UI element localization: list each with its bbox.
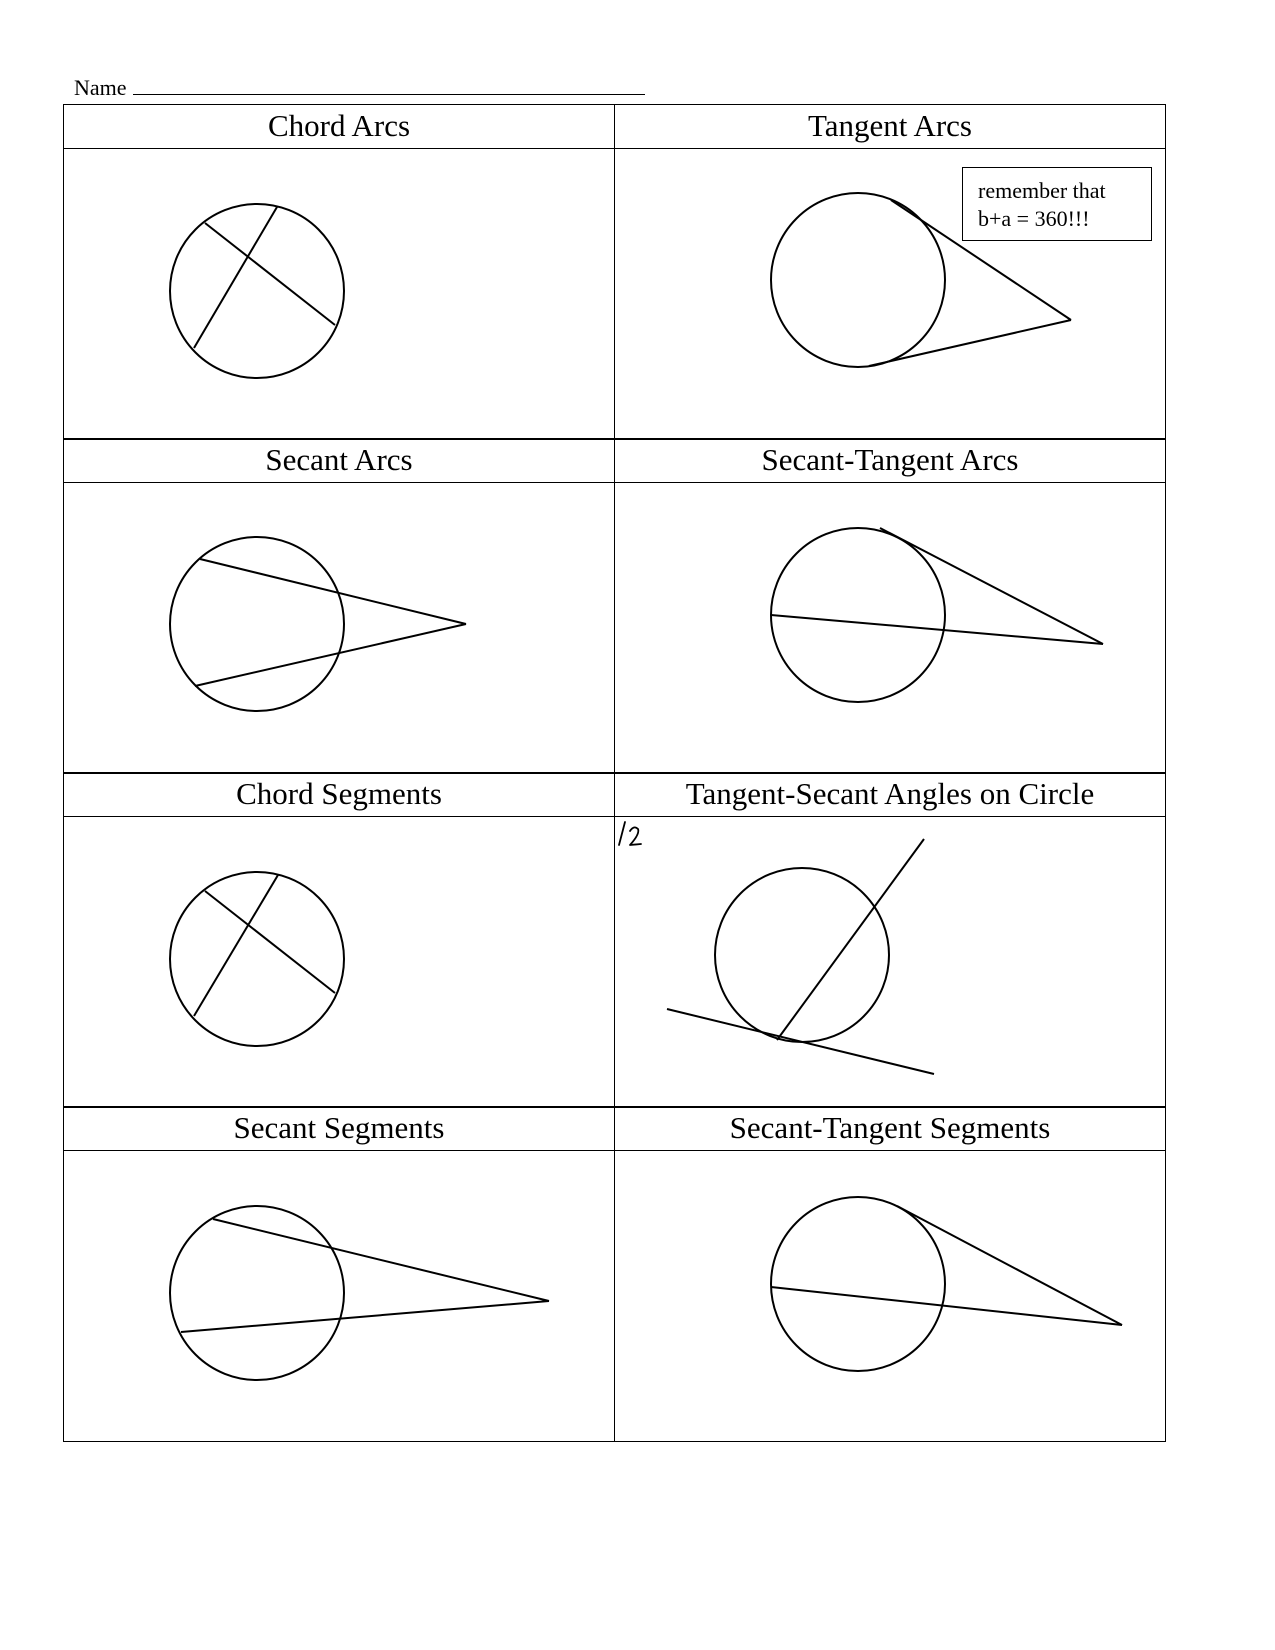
chord-arcs-diagram — [64, 149, 614, 439]
cell-tangent-secant-angles — [614, 772, 1166, 1108]
tangent-secant-angles-diagram — [615, 817, 1165, 1107]
secant-segments-diagram — [64, 1151, 614, 1441]
secant-line — [771, 615, 1103, 644]
cell-title: Chord Arcs — [64, 105, 614, 149]
tangent-line — [897, 1206, 1122, 1325]
cell-drawing-area — [615, 817, 1165, 1107]
note-line: remember that — [978, 178, 1106, 203]
cell-secant-tangent-arcs — [614, 438, 1166, 774]
note-line: b+a = 360!!! — [978, 206, 1090, 231]
chord-line — [205, 223, 335, 325]
cell-drawing-area — [64, 483, 614, 773]
name-field[interactable] — [74, 74, 645, 101]
circle — [170, 1206, 344, 1380]
chord-line — [194, 875, 278, 1016]
circle — [170, 204, 344, 378]
cell-drawing-area — [64, 149, 614, 439]
circle — [771, 1197, 945, 1371]
circle — [715, 868, 889, 1042]
cell-chord-segments — [63, 772, 615, 1108]
secant-tangent-segments-diagram — [615, 1151, 1165, 1441]
reminder-note-box — [962, 167, 1152, 241]
cell-title: Tangent Arcs — [615, 105, 1165, 149]
tangent-line — [869, 320, 1071, 366]
cell-title: Secant Segments — [64, 1107, 614, 1151]
cell-secant-segments — [63, 1106, 615, 1442]
chord-segments-diagram — [64, 817, 614, 1107]
secant-line — [195, 624, 466, 686]
chord-line — [194, 207, 277, 348]
cell-title: Secant Arcs — [64, 439, 614, 483]
secant-line — [213, 1219, 549, 1301]
cell-tangent-arcs — [614, 104, 1166, 440]
handwritten-half-note — [615, 817, 651, 851]
secant-line — [771, 1287, 1122, 1325]
secant-arcs-diagram — [64, 483, 614, 773]
name-blank-line[interactable] — [133, 74, 645, 95]
secant-line — [777, 839, 924, 1040]
chord-line — [205, 891, 335, 993]
secant-line — [181, 1301, 549, 1332]
secant-line — [200, 559, 466, 624]
cell-title: Chord Segments — [64, 773, 614, 817]
cell-title: Tangent-Secant Angles on Circle — [615, 773, 1165, 817]
cell-secant-tangent-segments — [614, 1106, 1166, 1442]
cell-drawing-area — [615, 1151, 1165, 1441]
cell-title: Secant-Tangent Arcs — [615, 439, 1165, 483]
cell-drawing-area — [615, 483, 1165, 773]
tangent-line — [667, 1009, 934, 1074]
cell-secant-arcs — [63, 438, 615, 774]
name-label: Name — [74, 75, 127, 100]
worksheet-grid — [63, 104, 1166, 1448]
cell-chord-arcs — [63, 104, 615, 440]
circle — [771, 528, 945, 702]
cell-drawing-area — [64, 817, 614, 1107]
cell-drawing-area — [64, 1151, 614, 1441]
cell-drawing-area — [615, 149, 1165, 439]
circle — [170, 872, 344, 1046]
cell-title: Secant-Tangent Segments — [615, 1107, 1165, 1151]
secant-tangent-arcs-diagram — [615, 483, 1165, 773]
